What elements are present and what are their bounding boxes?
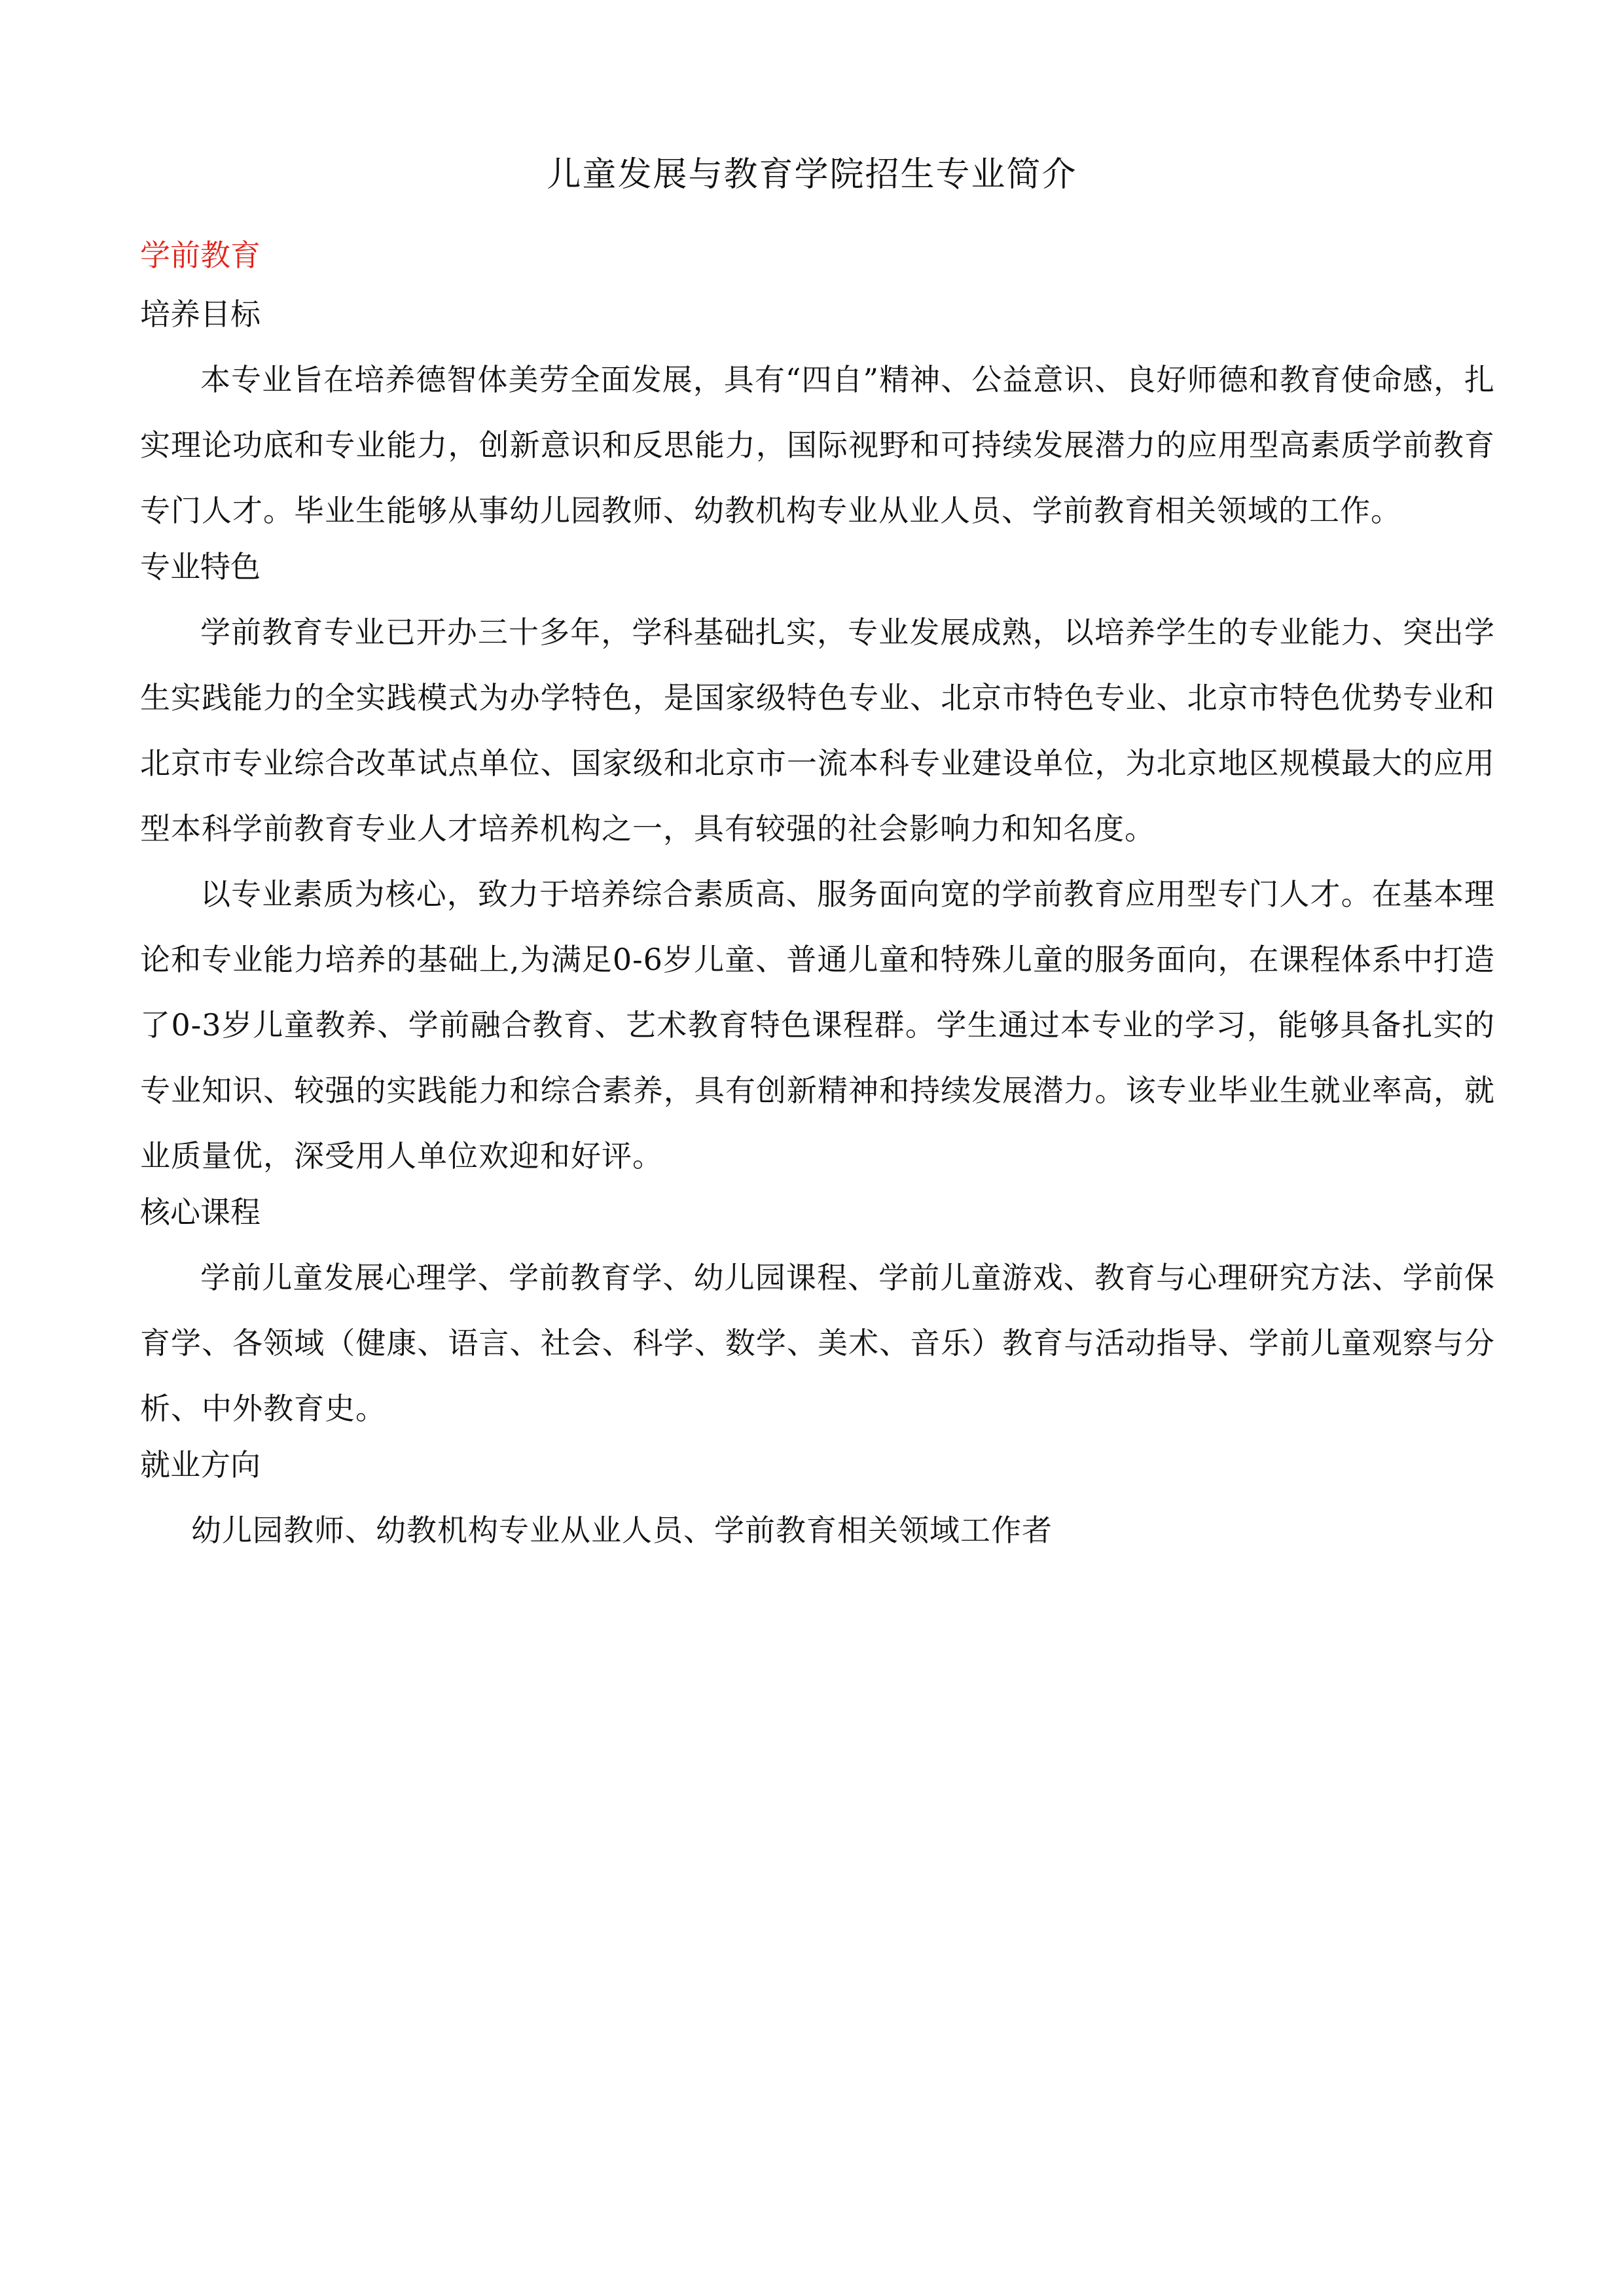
courses-paragraph: 学前儿童发展心理学、学前教育学、幼儿园课程、学前儿童游戏、教育与心理研究方法、学前保育学、各领域（健康、语言、社会、科学、数学、美术、音乐）教育与活动指导、学前儿童观察与分析、中外教育史。 [140,1260,1495,1426]
section-heading-features: 专业特色 [140,549,261,584]
section-courses [140,1191,1495,1441]
section-goals [140,293,1495,543]
document-title: 儿童发展与教育学院招生专业简介 [547,155,1077,194]
section-features [140,546,1495,1189]
features-paragraph-1: 学前教育专业已开办三十多年，学科基础扎实，专业发展成熟，以培养学生的专业能力、突出学生实践能力的全实践模式为办学特色，是国家级特色专业、北京市特色专业、北京市特色优势专业和北京市专业综合改革试点单位、国家级和北京市一流本科专业建设单位，为北京地区规模最大的应用型本科学前教育专业人才培养机构之一，具有较强的社会影响力和知名度。 [140,615,1495,846]
section-heading-courses: 核心课程 [140,1194,261,1230]
major-name: 学前教育 [140,238,261,273]
employment-text: 幼儿园教师、幼教机构专业从业人员、学前教育相关领域工作者 [191,1513,1053,1548]
features-paragraph-2: 以专业素质为核心，致力于培养综合素质高、服务面向宽的学前教育应用型专门人才。在基本理论和专业能力培养的基础上,为满足0-6岁儿童、普通儿童和特殊儿童的服务面向，在课程体系中打造了0-3岁儿童教养、学前融合教育、艺术教育特色课程群。学生通过本专业的学习，能够具备扎实的专业知识、较强的实践能力和综合素养，具有创新精神和持续发展潜力。该专业毕业生就业率高，就业质量优，深受用人单位欢迎和好评。 [140,876,1495,1174]
section-heading-employment: 就业方向 [140,1447,261,1482]
section-employment [140,1444,1495,1563]
document-body [140,234,1495,1566]
goals-paragraph: 本专业旨在培养德智体美劳全面发展，具有“四自”精神、公益意识、良好师德和教育使命感，扎实理论功底和专业能力，创新意识和反思能力，国际视野和可持续发展潜力的应用型高素质学前教育专门人才。毕业生能够从事幼儿园教师、幼教机构专业从业人员、学前教育相关领域的工作。 [140,362,1495,528]
section-heading-goals: 培养目标 [140,296,261,332]
